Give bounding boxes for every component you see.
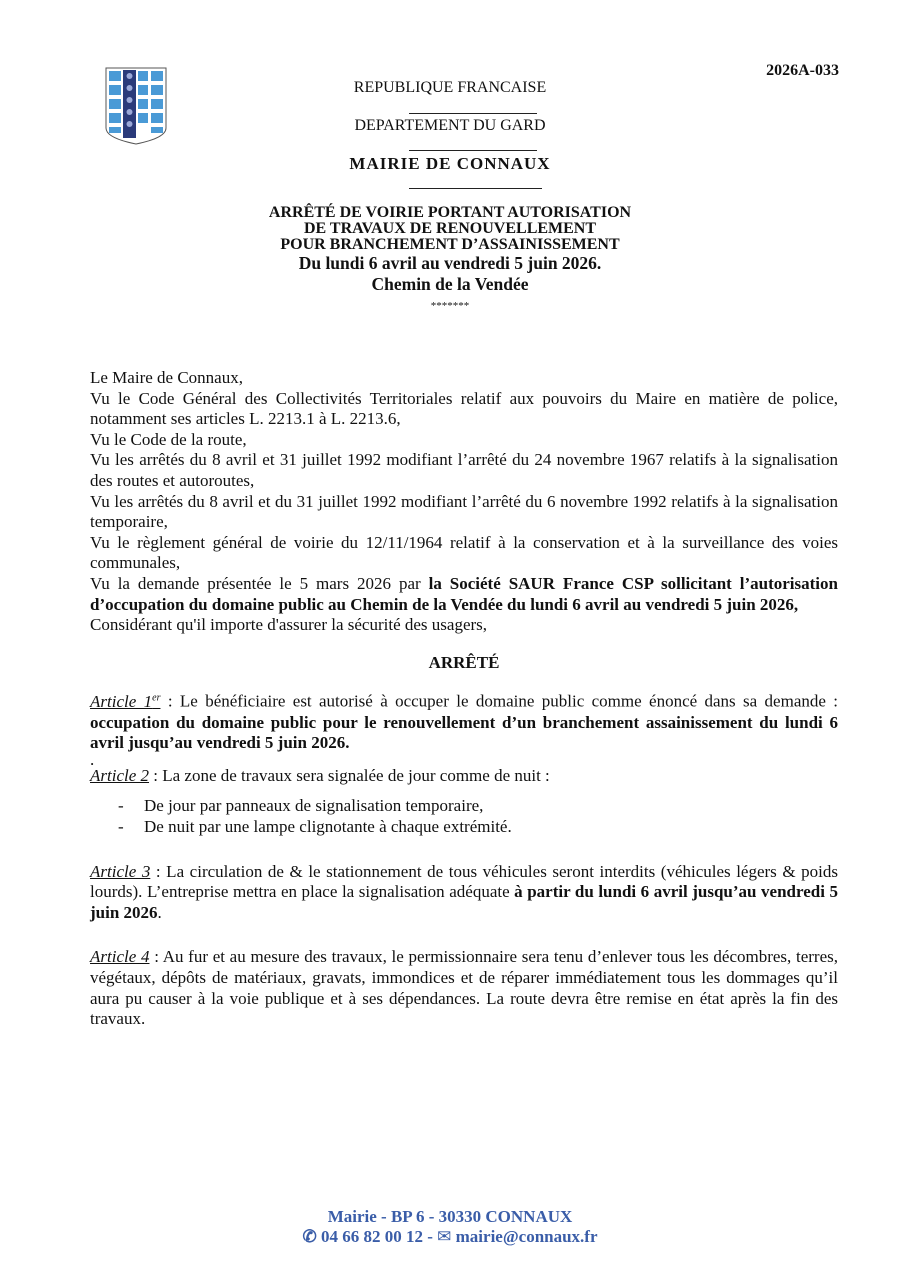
preamble-line: Le Maire de Connaux,: [90, 368, 243, 387]
preamble-line: Vu le Code Général des Collectivités Territoriales relatif aux pouvoirs du Maire en matière de police, notamment ses articles L. 2213.1 à L. 2213.6,: [90, 388, 838, 429]
preamble-line: Vu le règlement général de voirie du 12/11/1964 relatif à la conservation et à la surveillance des voies communales,: [90, 532, 838, 573]
article-text: : Le bénéficiaire est autorisé à occuper le domaine public comme énoncé dans sa demande :: [160, 691, 838, 711]
article-3: Article 3 : La circulation de & le stationnement de tous véhicules seront interdits (véhicules légers & poids lourds). L’entreprise mettra en place la signalisation adéquate à partir du lundi 6 avril jusqu’au vendredi 5 juin 2026.: [90, 861, 838, 922]
divider: [409, 113, 537, 114]
article-text: : Au fur et au mesure des travaux, le permissionnaire sera tenu d’enlever tous les décombres, terres, végétaux, dépôts de matériaux, gravats, immondices et de réparer immédiatement tous les dommages qu’il aura pu causer à la voie publique et à ses dépendances. La route devra être remise en état après la fin des travaux.: [90, 947, 838, 1029]
document-body: [90, 368, 838, 1030]
stray-dot: .: [90, 749, 95, 769]
preamble-line: Vu le Code de la route,: [90, 429, 247, 449]
article-label: Article 2: [90, 765, 150, 785]
preamble-request: [90, 574, 838, 615]
title-line: POUR BRANCHEMENT D’ASSAINISSEMENT: [280, 236, 620, 253]
department-heading: DEPARTEMENT DU GARD: [354, 117, 546, 134]
title-line: ARRÊTÉ DE VOIRIE PORTANT AUTORISATION: [268, 204, 632, 221]
article-4: [90, 947, 838, 1029]
signage-list: [90, 796, 838, 837]
request-text: Vu la demande présentée le 5 mars 2026 par: [90, 573, 429, 593]
list-item: - De jour par panneaux de signalisation temporaire,: [118, 796, 838, 817]
divider: [409, 150, 537, 151]
mairie-heading: MAIRIE DE CONNAUX: [349, 154, 551, 173]
article-text: : La circulation de & le stationnement de tous véhicules seront interdits (véhicules légers & poids lourds). L’entreprise mettra en place la signalisation adéquate: [90, 861, 838, 902]
document-reference: 2026A-033: [766, 62, 839, 79]
footer-contact: ✆ 04 66 82 00 12 - ✉ mairie@connaux.fr: [302, 1227, 598, 1246]
republic-heading: REPUBLIQUE FRANCAISE: [353, 79, 547, 96]
decree-title: [0, 205, 900, 295]
envelope-icon: ✉: [437, 1227, 456, 1246]
phone-icon: ✆: [302, 1227, 321, 1246]
article-1: [90, 688, 838, 753]
footer-phone: 04 66 82 00 12: [320, 1227, 423, 1246]
divider: [409, 188, 542, 189]
preamble-line: Considérant qu'il importe d'assurer la sécurité des usagers,: [90, 615, 488, 635]
article-label: Article 3: [90, 861, 151, 881]
separator-stars: *******: [430, 300, 470, 312]
article-bold-text: occupation du domaine public pour le renouvellement d’un branchement assainissement du lundi 6 avril jusqu’au vendredi 5 juin 2026.: [90, 712, 838, 753]
article-2: [90, 766, 838, 787]
footer-address: Mairie - BP 6 - 30330 CONNAUX: [327, 1207, 573, 1226]
article-bold-text: à partir du lundi 6 avril jusqu’au vendredi 5 juin 2026: [90, 882, 838, 922]
title-line: DE TRAVAUX DE RENOUVELLEMENT: [303, 220, 597, 237]
footer: [0, 1207, 900, 1247]
request-bold-text: la Société SAUR France CSP sollicitant l’autorisation d’occupation du domaine public au Chemin de la Vendée du lundi 6 avril au vendredi 5 juin 2026,: [90, 573, 838, 614]
article-label: Article 1er: [90, 691, 161, 711]
arrete-heading: ARRÊTÉ: [428, 652, 500, 672]
title-location: Chemin de la Vendée: [371, 274, 529, 294]
article-text: : La zone de travaux sera signalée de jour comme de nuit :: [149, 765, 550, 785]
article-label: Article 4: [90, 947, 150, 967]
list-item: - De nuit par une lampe clignotante à chaque extrémité.: [118, 817, 838, 838]
preamble-line: Vu les arrêtés du 8 avril et du 31 juillet 1992 modifiant l’arrêté du 6 novembre 1992 relatifs à la signalisation temporaire,: [90, 491, 838, 532]
preamble-line: Vu les arrêtés du 8 avril et 31 juillet 1992 modifiant l’arrêté du 24 novembre 1967 relatifs à la signalisation des routes et autoroutes,: [90, 450, 838, 490]
title-dates: Du lundi 6 avril au vendredi 5 juin 2026.: [298, 253, 602, 273]
footer-email[interactable]: mairie@connaux.fr: [455, 1227, 598, 1246]
